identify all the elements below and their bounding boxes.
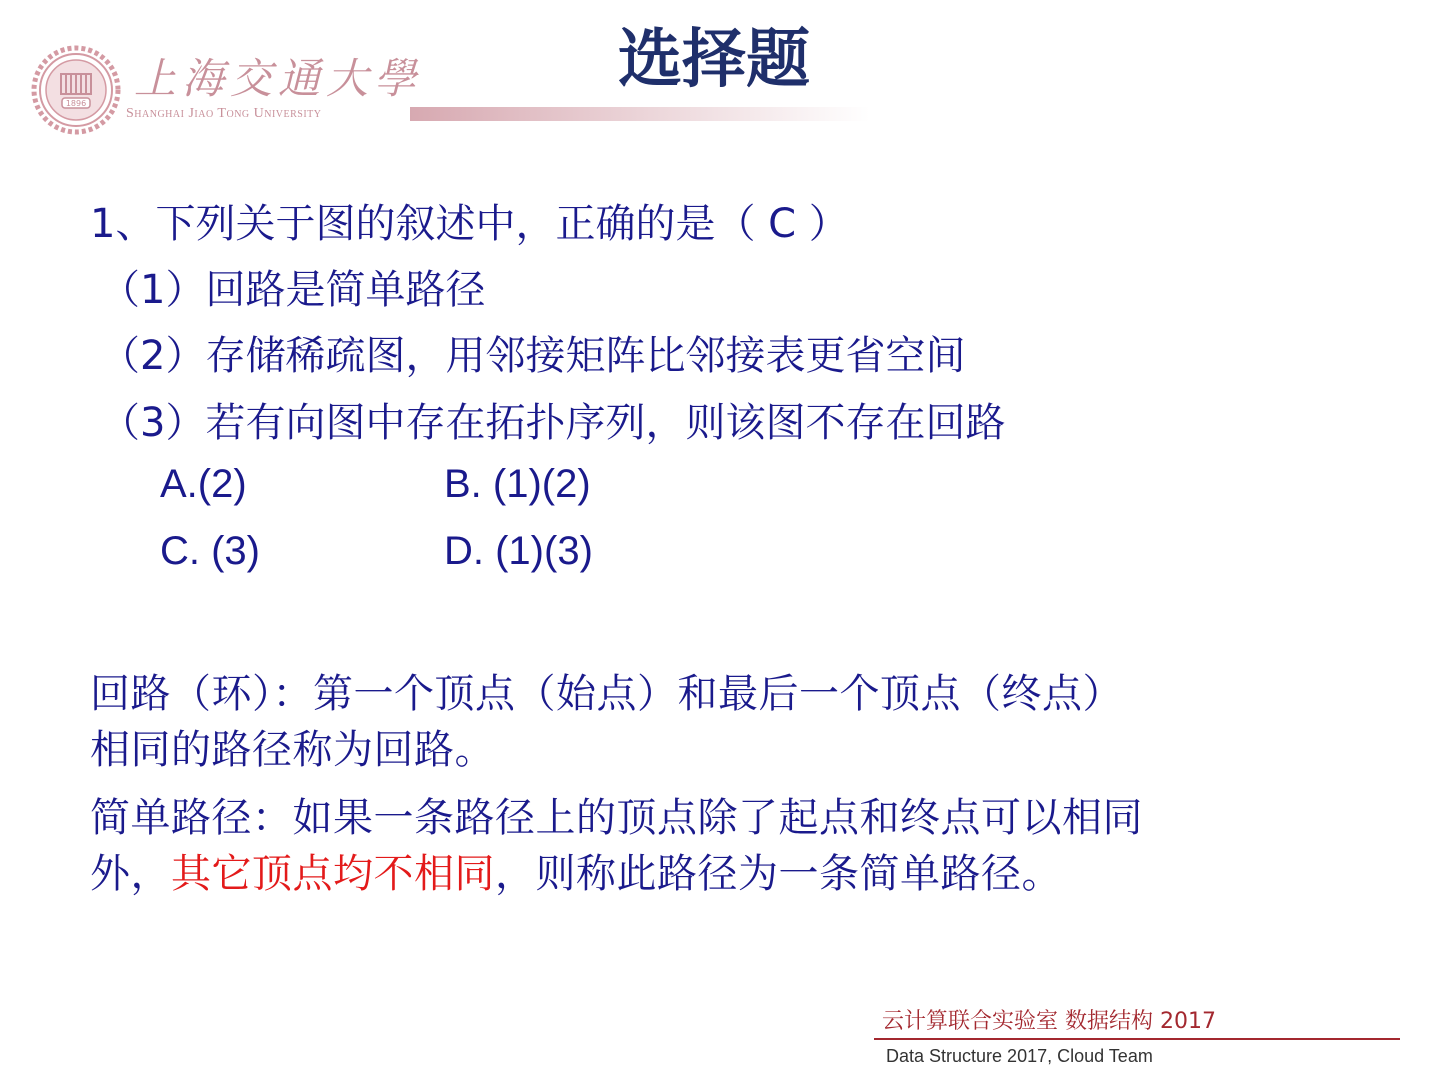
simple-path-definition-line-1: 简单路径：如果一条路径上的顶点除了起点和终点可以相同 [90, 795, 1143, 841]
footer-divider [874, 1038, 1400, 1040]
option-a: A.(2) [160, 462, 247, 506]
footer-chinese-caption: 云计算联合实验室 数据结构 2017 [882, 1009, 1216, 1034]
question-item-2: （2）存储稀疏图，用邻接矩阵比邻接表更省空间 [100, 333, 966, 379]
simple-path-prefix: 外， [90, 851, 171, 897]
slide-title: 选择题 [618, 23, 810, 97]
logo-english-name: Shanghai Jiao Tong University [126, 106, 322, 121]
simple-path-suffix: ，则称此路径为一条简单路径。 [495, 851, 1062, 897]
question-stem: 1、下列关于图的叙述中，正确的是（ C ） [90, 201, 849, 247]
simple-path-definition-line-2 [90, 842, 1062, 899]
simple-path-highlight: 其它顶点均不相同 [171, 851, 495, 897]
svg-text:1896: 1896 [65, 99, 87, 108]
question-item-1: （1）回路是简单路径 [100, 267, 486, 313]
loop-definition-line-2: 相同的路径称为回路。 [90, 727, 495, 773]
option-b: B. (1)(2) [444, 462, 591, 506]
slide-title-wrap [0, 8, 1440, 100]
loop-definition-line-1: 回路（环）：第一个顶点（始点）和最后一个顶点（终点） [90, 671, 1123, 717]
footer-english-caption: Data Structure 2017, Cloud Team [886, 1046, 1153, 1066]
option-d: D. (1)(3) [444, 529, 593, 573]
header-divider-bar [410, 107, 870, 121]
question-item-3: （3）若有向图中存在拓扑序列，则该图不存在回路 [100, 400, 1006, 446]
logo-chinese-name: 上海交通大學 [134, 54, 423, 103]
option-c: C. (3) [160, 529, 260, 573]
